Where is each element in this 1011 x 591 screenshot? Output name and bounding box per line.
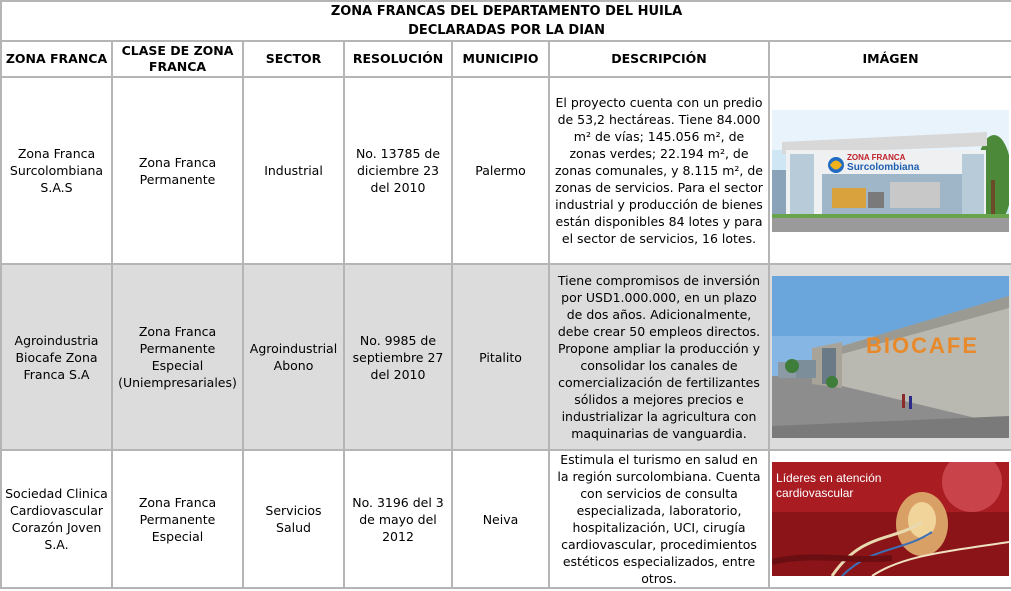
surcolombiana-building-photo (772, 110, 1009, 232)
title-line-1: ZONA FRANCAS DEL DEPARTAMENTO DEL HUILA (330, 4, 683, 19)
table-title (1, 1, 1011, 41)
cell-sector: Servicios Salud (243, 450, 344, 588)
caption-line-1: Líderes en atención (776, 471, 882, 485)
cell-zona: Zona Franca Surcolombiana S.A.S (1, 77, 112, 264)
header-resolucion: RESOLUCIÓN (344, 41, 452, 77)
table-row (1, 264, 1011, 450)
sign-line-1: ZONA FRANCA (847, 152, 906, 162)
cell-municipio: Palermo (452, 77, 549, 264)
cell-zona: Agroindustria Biocafe Zona Franca S.A (1, 264, 112, 450)
cell-imagen (769, 264, 1011, 450)
table-row (1, 77, 1011, 264)
cell-imagen (769, 77, 1011, 264)
table-row (1, 450, 1011, 588)
cell-resolucion: No. 3196 del 3 de mayo del 2012 (344, 450, 452, 588)
cell-clase: Zona Franca Permanente Especial (112, 450, 243, 588)
biocafe-building-render (772, 276, 1009, 438)
header-imagen: IMÁGEN (769, 41, 1011, 77)
cardiovascular-clinic-photo (772, 462, 1009, 576)
cell-zona: Sociedad Clinica Cardiovascular Corazón Joven S.A. (1, 450, 112, 588)
cell-descripcion: Estimula el turismo en salud en la región surcolombiana. Cuenta con servicios de consulta especializada, laboratorio, hospitalización, UCI, cirugía cardiovascular, procedimientos estéticos especializados, entre otros. (549, 450, 769, 588)
cell-municipio: Neiva (452, 450, 549, 588)
cell-municipio: Pitalito (452, 264, 549, 450)
header-zona-franca: ZONA FRANCA (1, 41, 112, 77)
cell-resolucion: No. 13785 de diciembre 23 del 2010 (344, 77, 452, 264)
header-clase: CLASE DE ZONA FRANCA (112, 41, 243, 77)
cell-descripcion: El proyecto cuenta con un predio de 53,2 hectáreas. Tiene 84.000 m² de vías; 145.056 m², de zonas verdes; 22.194 m², de zonas comunales, y 8.115 m², de zonas de servicios. Para el sector industrial y producción de bienes están disponibles 84 lotes y para el sector de servicios, 16 lotes. (549, 77, 769, 264)
cell-clase: Zona Franca Permanente Especial (Uniempresariales) (112, 264, 243, 450)
title-line-2: DECLARADAS POR LA DIAN (408, 23, 605, 38)
cell-descripcion: Tiene compromisos de inversión por USD1.000.000, en un plazo de dos años. Adicionalmente, debe crear 50 empleos directos. Propone ampliar la producción y consolidar los canales de comercialización de fertilizantes sólidos a mejores precios e industrializar la agricultura con maquinarias de vanguardia. (549, 264, 769, 450)
header-municipio: MUNICIPIO (452, 41, 549, 77)
cell-resolucion: No. 9985 de septiembre 27 del 2010 (344, 264, 452, 450)
header-descripcion: DESCRIPCIÓN (549, 41, 769, 77)
header-sector: SECTOR (243, 41, 344, 77)
cell-imagen (769, 450, 1011, 588)
cell-sector: Agroindustrial Abono (243, 264, 344, 450)
caption-line-2: cardiovascular (776, 486, 854, 500)
sign-line-2: Surcolombiana (847, 161, 920, 173)
cell-sector: Industrial (243, 77, 344, 264)
cell-clase: Zona Franca Permanente (112, 77, 243, 264)
biocafe-sign: BIOCAFE (866, 333, 980, 358)
